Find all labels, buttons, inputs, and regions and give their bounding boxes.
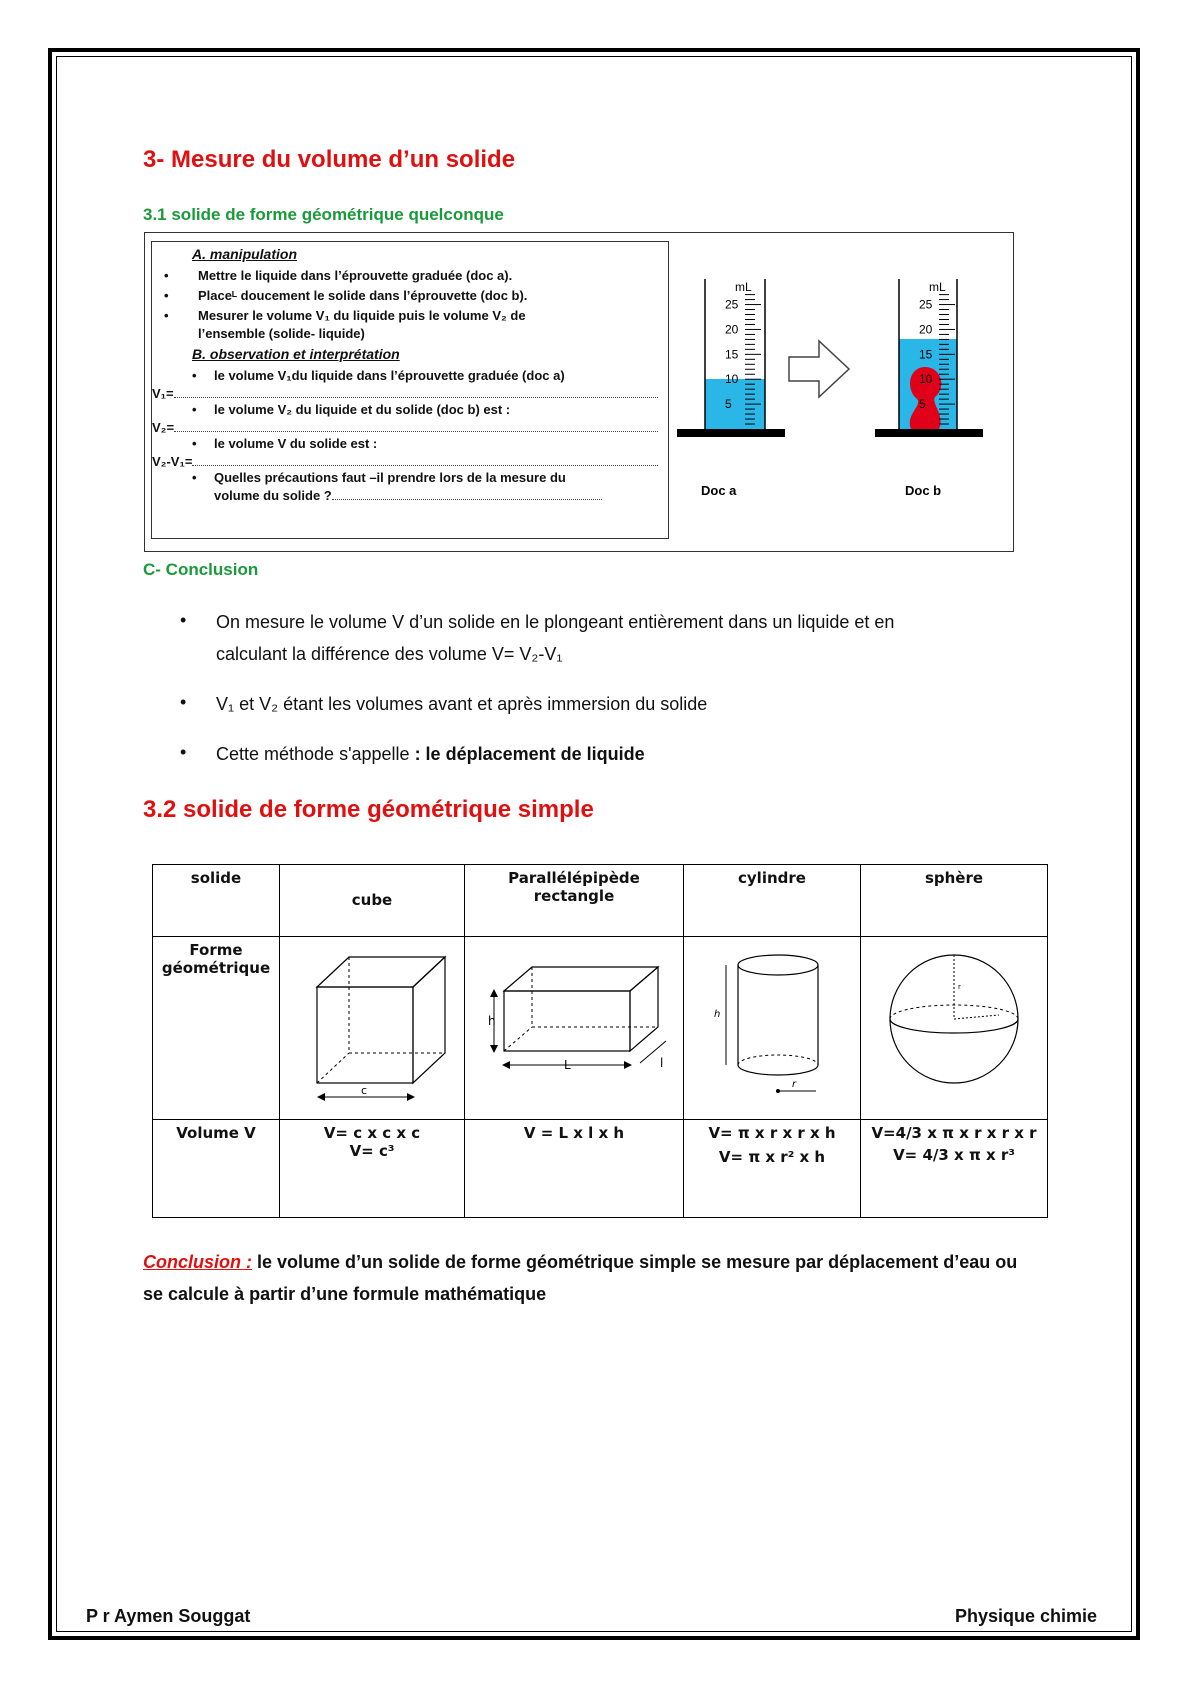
heading-manipulation: A. manipulation (192, 246, 297, 262)
header-sphere: sphère (861, 865, 1048, 937)
cube-dim-c: c (361, 1084, 368, 1097)
bullet: • (192, 368, 197, 383)
cell-sphere-figure (861, 937, 1048, 1120)
obs-2: le volume V₂ du liquide et du solide (doc b) est : (214, 402, 511, 417)
cylinders-diagram (673, 253, 1003, 543)
bullet: • (180, 742, 187, 762)
para-label-l: l (659, 1056, 663, 1070)
arrowhead (317, 1093, 325, 1101)
cube-top (317, 957, 445, 987)
cyl-label-h: h (714, 1009, 721, 1020)
bullet-1-line-2: calculant la différence des volume V= V₂-V₁ (216, 644, 563, 664)
sphere-label-r: r (958, 983, 961, 991)
manip-step-3: Mesurer le volume V₁ du liquide puis le volume V₂ de (198, 308, 526, 323)
cyl-bottom-back (738, 1055, 818, 1065)
bullet-3-bold: : le déplacement de liquide (414, 744, 645, 764)
tick-label: 10 (725, 372, 739, 387)
row-forme-label (153, 937, 280, 1120)
arrowhead (490, 989, 498, 997)
manipulation-box (151, 241, 669, 539)
para-front (504, 991, 630, 1051)
doc-b-label: Doc b (905, 483, 942, 498)
sphere-equator-front (890, 1019, 1018, 1033)
v2v1-answer-line (152, 454, 658, 469)
para-label-h: h (487, 1014, 496, 1028)
bullet-3 (216, 738, 645, 770)
cylinder-b-base (875, 429, 983, 437)
bullet: • (192, 436, 197, 451)
cube-front (317, 987, 413, 1083)
obs-4b-text: volume du solide ? (214, 488, 332, 503)
bullet: • (164, 268, 169, 283)
section-title: 3- Mesure du volume d’un solide (143, 146, 516, 173)
tick-label: 5 (919, 397, 926, 412)
conclusion-c-label: C- Conclusion (143, 560, 259, 579)
cell-para-volume: V = L x l x h (465, 1120, 684, 1218)
sphere-formula-2: V= 4/3 x π x r³ (893, 1146, 1015, 1164)
header-cylindre: cylindre (684, 865, 861, 937)
tick-label: 15 (919, 347, 933, 362)
tick-label: 25 (725, 297, 739, 312)
bullet: • (180, 610, 187, 630)
v2v1-label: V₂-V₁= (152, 454, 193, 469)
tick-label: 20 (919, 322, 933, 337)
arrowhead (624, 1061, 632, 1069)
tick-label: 25 (919, 297, 933, 312)
header-solide: solide (153, 865, 280, 937)
cyl-top (738, 955, 818, 975)
bullet-1-line-1: On mesure le volume V d’un solide en le plongeant entièrement dans un liquide et en (216, 612, 895, 632)
subsection-2-title: 3.2 solide de forme géométrique simple (143, 796, 594, 823)
cyl-center-dot (776, 1089, 780, 1093)
cyl-bottom-front (738, 1065, 818, 1075)
bullet: • (164, 288, 169, 303)
final-conclusion (143, 1246, 1023, 1310)
table-row-forme (153, 937, 1048, 1120)
obs-4b (214, 488, 602, 503)
footer-subject: Physique chimie (954, 1606, 1097, 1626)
footer-author: P r Aymen Souggat (86, 1606, 251, 1626)
answer-dots (332, 499, 602, 500)
cell-cube-figure (280, 937, 465, 1120)
cyl-label-r: r (792, 1079, 797, 1090)
manip-step-3b: l’ensemble (solide- liquide) (198, 326, 365, 341)
answer-dots (192, 465, 658, 466)
subsection-1-title: 3.1 solide de forme géométrique quelconque (143, 205, 504, 224)
cyl-formula-2: V= π x r² x h (718, 1148, 826, 1166)
tick-label: 10 (919, 372, 933, 387)
bullet: • (192, 402, 197, 417)
unit-label-b: mL (929, 280, 946, 294)
doc-a-label: Doc a (701, 483, 737, 498)
cell-cube-volume (280, 1120, 465, 1218)
para-hidden-edge (504, 1027, 532, 1051)
forme-line-1: Forme (189, 941, 243, 959)
cylinder-a-base (677, 429, 785, 437)
bullet: • (180, 692, 187, 712)
v2-answer-line (152, 420, 658, 435)
sphere-formula-1: V=4/3 x π x r x r x r (871, 1124, 1037, 1142)
sphere-radius-h (954, 1015, 999, 1019)
v1-answer-line (152, 386, 658, 401)
header-cube: cube (280, 865, 465, 937)
arrow-icon (789, 341, 849, 397)
conclusion-label: Conclusion : (143, 1252, 252, 1272)
tick-label: 5 (725, 397, 732, 412)
obs-4: Quelles précautions faut –il prendre lors de la mesure du (214, 470, 566, 485)
para-label-L: L (563, 1058, 571, 1072)
cyl-formula-1: V= π x r x r x h (708, 1124, 836, 1142)
cube-figure (287, 941, 457, 1111)
cube-hidden-edge (317, 1053, 349, 1083)
experiment-figure (144, 232, 1014, 552)
cell-para-figure (465, 937, 684, 1120)
forme-line-2: géométrique (161, 959, 271, 977)
heading-observation: B. observation et interprétation (192, 346, 400, 362)
cube-side (413, 957, 445, 1083)
table-row-volume (153, 1120, 1048, 1218)
unit-label-a: mL (735, 280, 752, 294)
row-volume-label: Volume V (153, 1120, 280, 1218)
solids-table (152, 864, 1048, 1218)
manip-step-1: Mettre le liquide dans l’éprouvette graduée (doc a). (198, 268, 513, 283)
parallelepiped-figure (472, 941, 677, 1111)
para-side (630, 967, 658, 1051)
arrowhead (490, 1045, 498, 1053)
cell-sphere-volume (861, 1120, 1048, 1218)
manip-step-2: Placeᴸ doucement le solide dans l’éprouvette (doc b). (198, 288, 528, 303)
bullet: • (164, 308, 169, 323)
v1-label: V₁= (152, 386, 174, 401)
header-parallelepipede (465, 865, 684, 937)
header-para-line-1: Parallélépipède (508, 869, 640, 887)
sphere-figure (869, 941, 1039, 1111)
bullet-3-plain: Cette méthode s'appelle (216, 744, 415, 764)
answer-dots (174, 431, 658, 432)
v2-label: V₂= (152, 420, 175, 435)
cell-cylinder-figure (684, 937, 861, 1120)
cube-formula-2: V= c³ (349, 1142, 395, 1160)
table-row-header (153, 865, 1048, 937)
arrowhead (502, 1061, 510, 1069)
bullet: • (192, 470, 197, 485)
cylinder-figure (692, 941, 852, 1111)
cell-cyl-volume (684, 1120, 861, 1218)
obs-3: le volume V du solide est : (214, 436, 378, 451)
arrowhead (407, 1093, 415, 1101)
obs-1: le volume V₁du liquide dans l’éprouvette graduée (doc a) (214, 368, 565, 383)
cube-formula-1: V= c x c x c (323, 1124, 421, 1142)
answer-dots (174, 397, 658, 398)
header-para-line-2: rectangle (533, 887, 615, 905)
bullet-2: V₁ et V₂ étant les volumes avant et après immersion du solide (216, 694, 708, 714)
conclusion-text: le volume d’un solide de forme géométrique simple se mesure par déplacement d’eau ou se calcule à partir d’une formule mathématique (143, 1252, 1018, 1304)
tick-label: 15 (725, 347, 739, 362)
tick-label: 20 (725, 322, 739, 337)
